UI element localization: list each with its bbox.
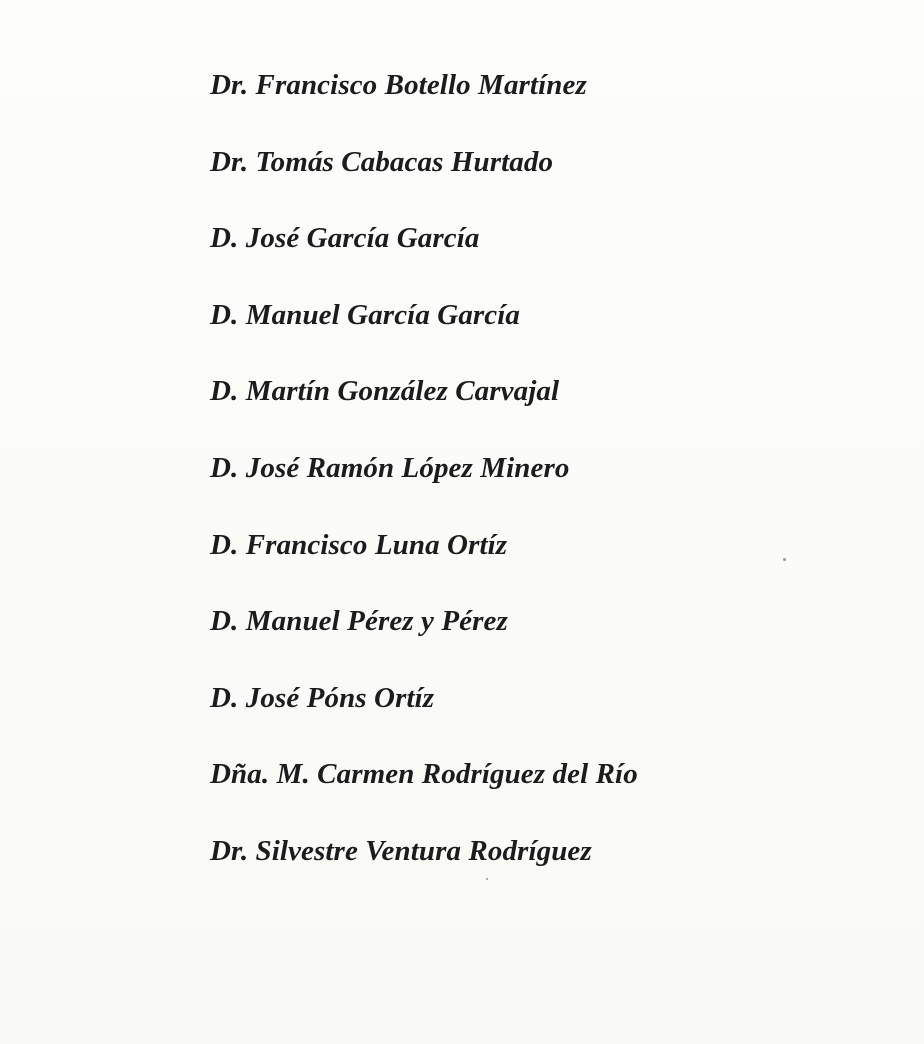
name-item: D. Francisco Luna Ortíz	[210, 528, 508, 561]
name-item: D. José Póns Ortíz	[210, 681, 435, 714]
scan-speck	[486, 878, 488, 880]
name-item: D. Martín González Carvajal	[210, 375, 560, 408]
name-list	[210, 66, 638, 909]
name-item: Dña. M. Carmen Rodríguez del Río	[210, 758, 638, 791]
scan-speck	[783, 558, 786, 561]
name-item: Dr. Francisco Botello Martínez	[210, 69, 587, 101]
name-item: D. Manuel Pérez y Pérez	[210, 605, 508, 638]
name-item: Dr. Tomás Cabacas Hurtado	[210, 145, 554, 178]
name-item: D. Manuel García García	[210, 298, 521, 331]
name-item: D. José García García	[210, 222, 480, 255]
name-item: D. José Ramón López Minero	[210, 451, 570, 484]
name-item: Dr. Silvestre Ventura Rodríguez	[210, 834, 592, 867]
